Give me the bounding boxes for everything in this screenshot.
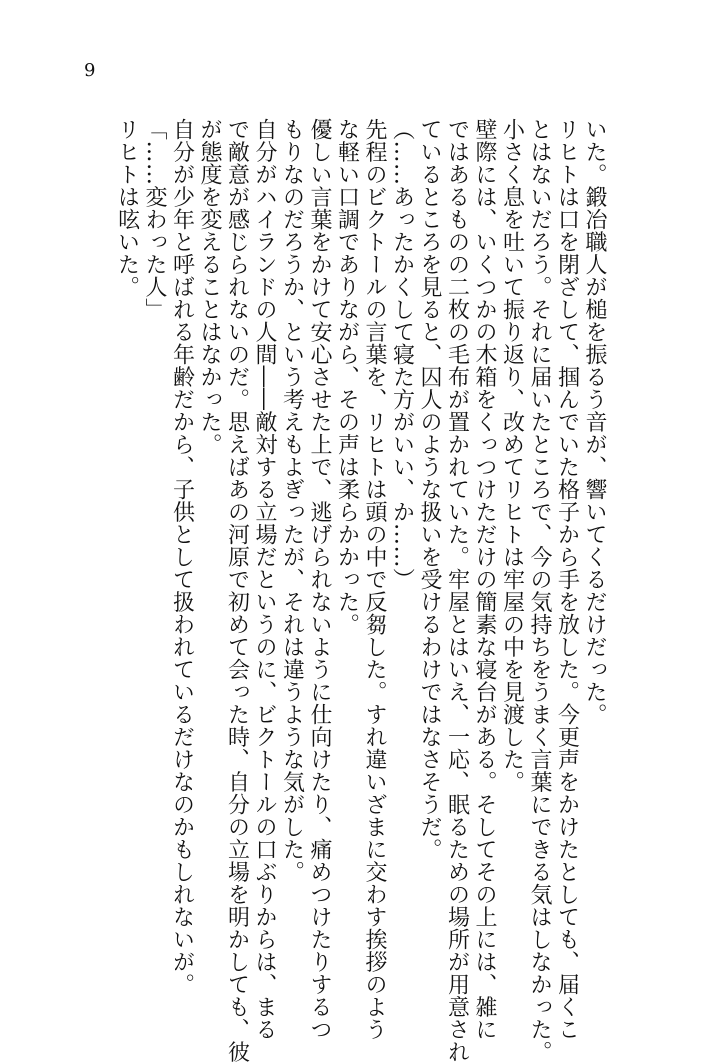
text-line: リヒトは呟いた。 [114,118,140,298]
text-line: 小さく息を吐いて振り返り、改めてリヒトは牢屋の中を見渡した。 [499,118,525,793]
page-number: 9 [84,60,96,81]
text-line: 「……変わった人」 [142,118,167,321]
text-line: 優しい言葉をかけて安心させた上で、逃げられないように仕向けたり、痛めつけたりするつ [307,118,332,1041]
body-text [113,118,608,1063]
text-line: が態度を変えることはなかった。 [197,118,222,456]
text-line: 先程のビクトールの言葉を、リヒトは頭の中で反芻した。すれ違いざまに交わす挨拶のよう [362,118,387,1041]
text-line: で敵意が感じられないのだ。思えばあの河原で初めて会った時、自分の立場を明かしても、彼 [224,118,250,1063]
text-line: 壁際には、いくつかの木箱をくっつけただけの簡素な寝台がある。そしてその上には、雑に [472,118,497,1041]
text-line: ではあるものの二枚の毛布が置かれていた。牢屋とはいえ、一応、眠るための場所が用意され [444,118,470,1063]
text-line: リヒトは口を閉ざして、掴んでいた格子から手を放した。今更声をかけたとしても、届くこ [554,118,580,1041]
text-line: な軽い口調でありながら、その声は柔らかかった。 [334,118,360,636]
text-line: 自分が少年と呼ばれる年齢だから、子供として扱われているだけなのかもしれないが。 [169,118,195,996]
text-line: （……あったかくして寝た方がいい、か……） [389,118,415,591]
text-line: もりなのだろうか、という考えもよぎったが、それは違うような気がした。 [279,118,305,883]
text-line: いた。鍛冶職人が槌を振るう音が、響いてくるだけだった。 [582,118,607,726]
text-line: 自分がハイランドの人間――敵対する立場だというのに、ビクトールの口ぶりからは、まる [252,118,277,1041]
text-line: とはないだろう。それに届いたところで、今の気持ちをうまく言葉にできる気はしなかった。 [527,118,552,1063]
text-line: ているところを見ると、囚人のような扱いを受けるわけではなさそうだ。 [417,118,442,861]
